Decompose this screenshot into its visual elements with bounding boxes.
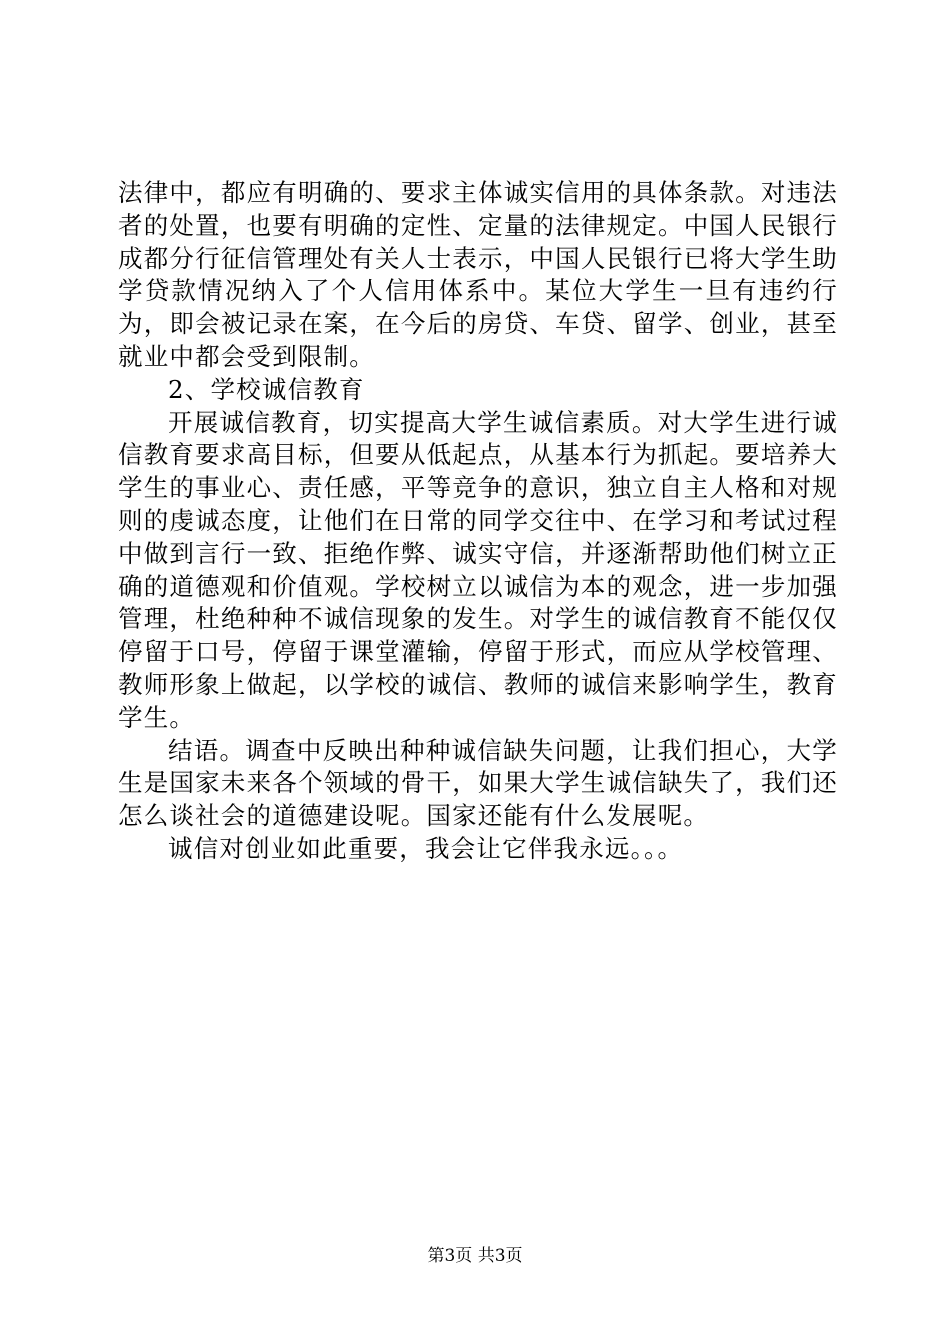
paragraph-legal-provisions: 法律中，都应有明确的、要求主体诚实信用的具体条款。对违法者的处置，也要有明确的定性、定量的法律规定。中国人民银行成都分行征信管理处有关人士表示，中国人民银行已将大学生助学贷款情况纳入了个人信用体系中。某位大学生一旦有违约行为，即会被记录在案，在今后的房贷、车贷、留学、创业，甚至就业中都会受到限制。 [118,178,838,371]
paragraph-closing: 诚信对创业如此重要，我会让它伴我永远。。。 [168,833,684,863]
document-body [118,177,838,866]
paragraph-conclusion: 结语。调查中反映出种种诚信缺失问题，让我们担心，大学生是国家未来各个领域的骨干，如果大学生诚信缺失了，我们还怎么谈社会的道德建设呢。国家还能有什么发展呢。 [118,735,838,831]
paragraph-school-education: 开展诚信教育，切实提高大学生诚信素质。对大学生进行诚信教育要求高目标，但要从低起点，从基本行为抓起。要培养大学生的事业心、责任感，平等竞争的意识，独立自主人格和对规则的虔诚态度，让他们在日常的同学交往中、在学习和考试过程中做到言行一致、拒绝作弊、诚实守信，并逐渐帮助他们树立正确的道德观和价值观。学校树立以诚信为本的观念，进一步加强管理，杜绝种种不诚信现象的发生。对学生的诚信教育不能仅仅停留于口号，停留于课堂灌输，停留于形式，而应从学校管理、教师形象上做起，以学校的诚信、教师的诚信来影响学生，教育学生。 [118,407,838,732]
page-footer: 第3页 共3页 [427,1246,523,1266]
section-heading-school-integrity: 2、学校诚信教育 [168,374,365,404]
